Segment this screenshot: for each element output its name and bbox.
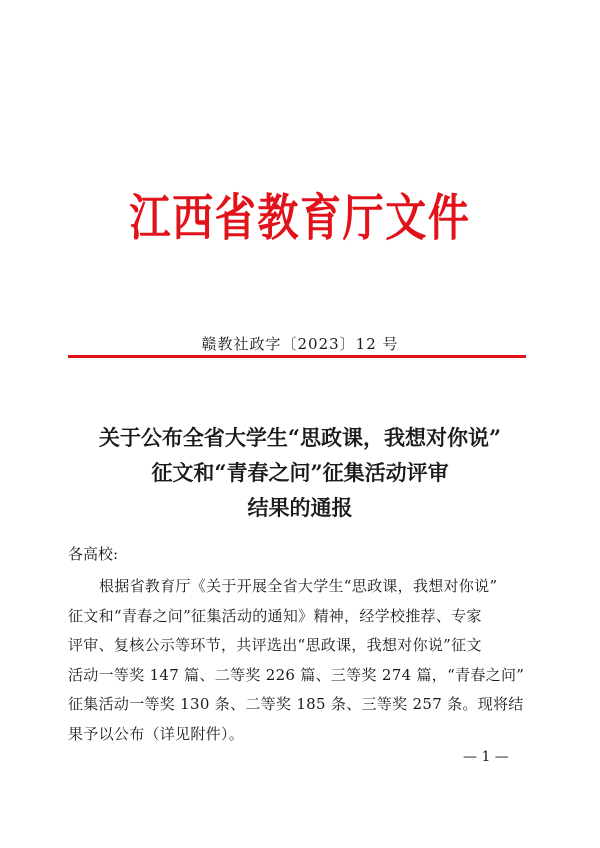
page-number: — 1 — (463, 749, 509, 765)
body-line: 征集活动一等奖 130 条、二等奖 185 条、三等奖 257 条。现将结 (68, 695, 524, 713)
title-line-1: 关于公布全省大学生“思政课，我想对你说” (98, 425, 502, 450)
document-number: 赣教社政字〔2023〕12 号 (201, 335, 399, 353)
body-line: 活动一等奖 147 篇、二等奖 226 篇、三等奖 274 篇，“青春之问” (68, 665, 525, 684)
red-separator-line (68, 355, 526, 358)
document-title (0, 420, 600, 525)
body-line: 评审、复核公示等环节，共评选出“思政课，我想对你说”征文 (68, 636, 482, 654)
document-masthead: 江西省教育厅文件 (129, 188, 471, 247)
salutation: 各高校: (68, 545, 119, 563)
title-line-2: 征文和“青春之问”征集活动评审 (151, 460, 449, 485)
body-line: 根据省教育厅《关于开展全省大学生“思政课，我想对你说” (99, 577, 498, 595)
body-paragraph (68, 572, 536, 749)
title-line-3: 结果的通报 (247, 495, 353, 520)
body-line: 征文和“青春之问”征集活动的通知》精神，经学校推荐、专家 (68, 606, 482, 625)
body-line: 果予以公布（详见附件）。 (68, 724, 245, 743)
